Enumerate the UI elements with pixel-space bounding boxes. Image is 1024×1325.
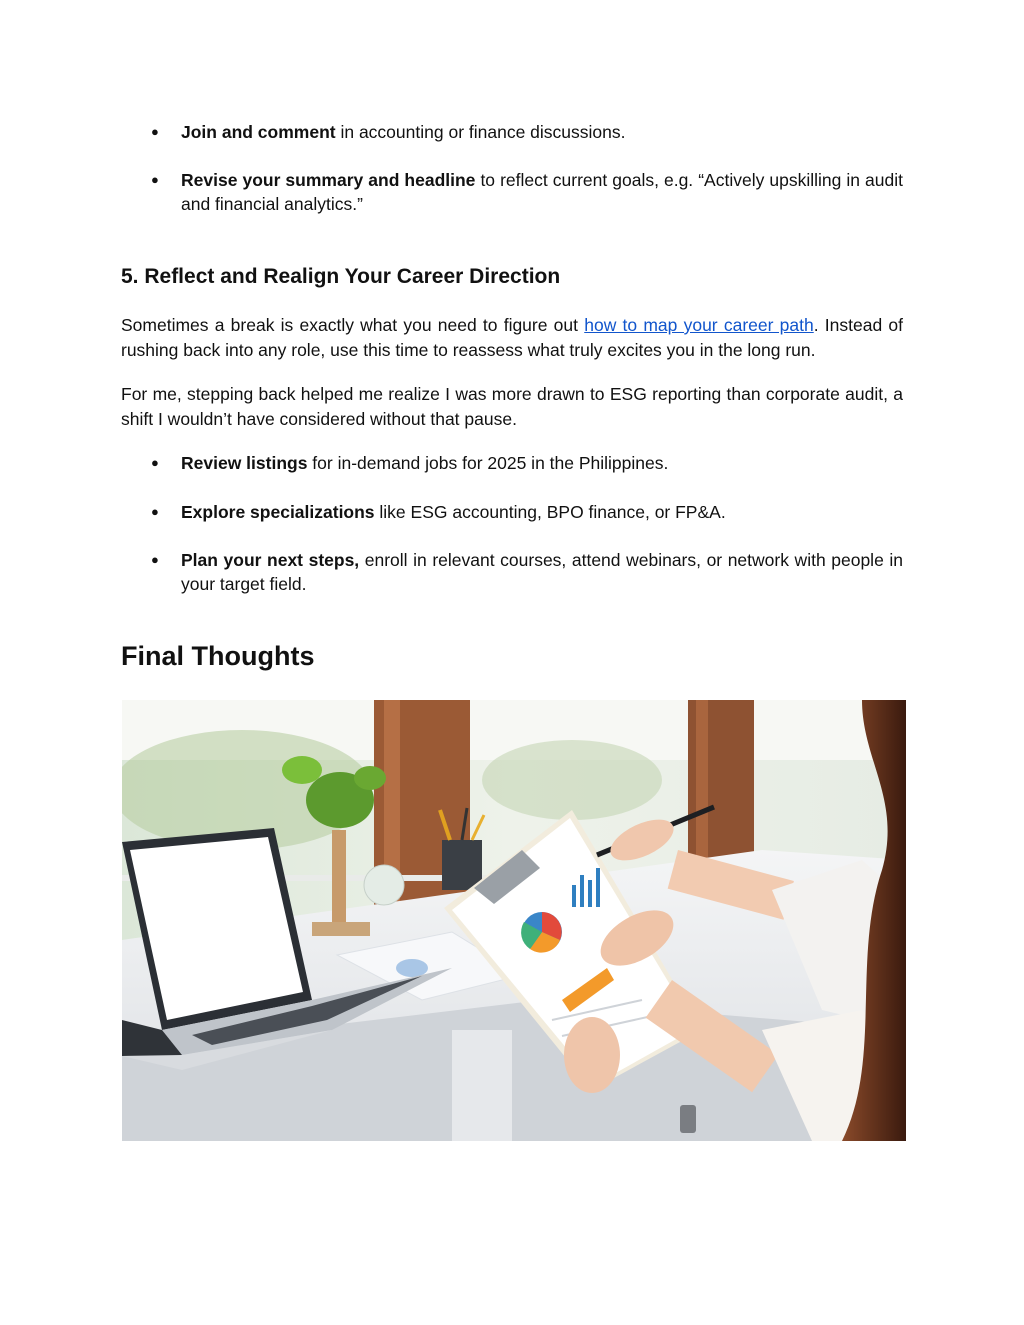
list-item	[121, 168, 903, 216]
bullet-text: to reflect current goals, e.g. “Actively upskilling in audit and financial analytics.”	[181, 170, 903, 214]
list-item	[121, 451, 903, 475]
bullet-text: enroll in relevant courses, attend webinars, or network with people in your target field.	[181, 550, 903, 594]
paragraph	[121, 313, 903, 362]
bullet-bold-text: Plan your next steps,	[181, 550, 360, 570]
paragraph-text: . Instead of rushing back into any role, use this time to reassess what truly excites you in the long run.	[121, 315, 903, 360]
final-thoughts-heading: Final Thoughts	[121, 641, 315, 671]
bullet-icon: ●	[151, 124, 159, 139]
bullet-icon: ●	[151, 172, 159, 187]
list-item	[121, 500, 903, 524]
list-item	[121, 548, 903, 596]
section-heading: 5. Reflect and Realign Your Career Direction	[121, 265, 561, 288]
bullet-icon: ●	[151, 504, 159, 519]
bullet-bold-text: Revise your summary and headline	[181, 170, 476, 190]
career-path-link[interactable]: how to map your career path	[584, 315, 814, 335]
bullet-bold-text: Review listings	[181, 453, 308, 473]
bullet-icon: ●	[151, 455, 159, 470]
bullet-text: like ESG accounting, BPO finance, or FP&A.	[374, 502, 726, 522]
paragraph: For me, stepping back helped me realize I was more drawn to ESG reporting than corporate audit, a shift I wouldn’t have considered without that pause.	[121, 384, 903, 429]
bullet-bold-text: Join and comment	[181, 122, 336, 142]
paragraph-text: Sometimes a break is exactly what you need to figure out	[121, 315, 585, 335]
list-item	[121, 120, 903, 144]
bullet-icon: ●	[151, 552, 159, 567]
bullet-text: in accounting or finance discussions.	[335, 122, 626, 142]
bullet-bold-text: Explore specializations	[181, 502, 375, 522]
office-photo	[122, 700, 906, 1141]
bullet-text: for in-demand jobs for 2025 in the Philippines.	[307, 453, 669, 473]
